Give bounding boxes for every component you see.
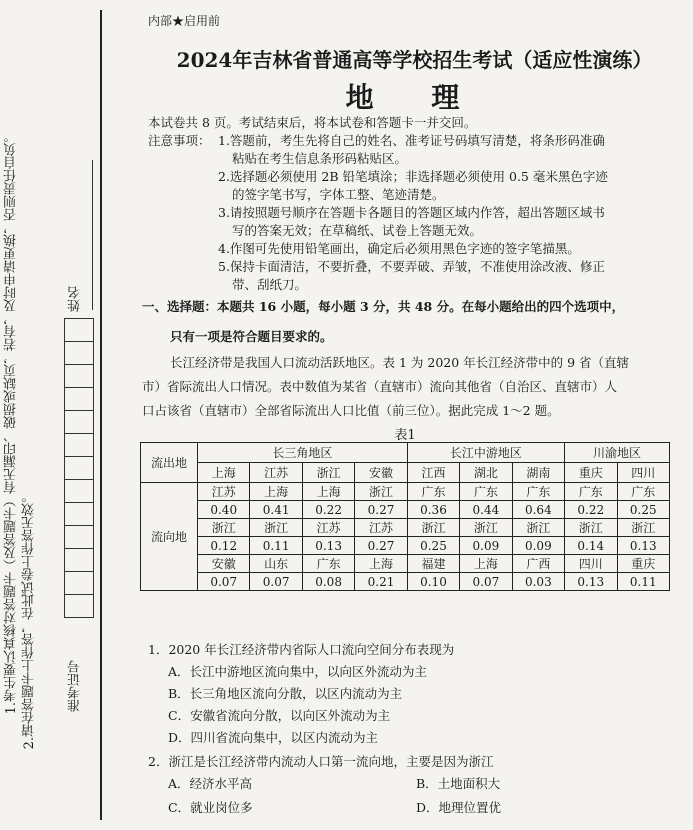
share-cell: 0.44 bbox=[460, 501, 512, 519]
share-cell: 0.09 bbox=[512, 537, 564, 555]
destination-cell: 江苏 bbox=[302, 519, 354, 537]
share-cell: 0.36 bbox=[407, 501, 459, 519]
note-5a: 5.保持卡面清洁，不要折叠，不要弄破、弄皱，不准使用涂改液、修正 bbox=[218, 259, 605, 274]
section-heading-2: 只有一项是符合题目要求的。 bbox=[170, 329, 333, 344]
share-cell: 0.22 bbox=[565, 501, 617, 519]
destination-cell: 广东 bbox=[460, 483, 512, 501]
destination-cell: 江苏 bbox=[355, 519, 407, 537]
passage-1: 长江经济带是我国人口流动活跃地区。表 1 为 2020 年长江经济带中的 9 省（直辖 bbox=[170, 355, 630, 370]
destination-cell: 上海 bbox=[460, 555, 512, 573]
destination-cell: 浙江 bbox=[460, 519, 512, 537]
destination-cell: 江苏 bbox=[198, 483, 250, 501]
share-cell: 0.27 bbox=[355, 501, 407, 519]
destination-cell: 浙江 bbox=[512, 519, 564, 537]
share-cell: 0.03 bbox=[512, 573, 564, 591]
province-header: 重庆 bbox=[565, 463, 617, 483]
region-header: 长三角地区 bbox=[198, 443, 408, 463]
section-heading-1: 一、选择题：本题共 16 小题，每小题 3 分，共 48 分。在每小题给出的四个选项中， bbox=[142, 299, 625, 314]
q1-option-c: C．安徽省流向分散，以向区外流动为主 bbox=[168, 708, 391, 723]
province-header: 湖北 bbox=[460, 463, 512, 483]
destination-cell: 广东 bbox=[617, 483, 670, 501]
name-label: 姓名 bbox=[68, 286, 83, 312]
share-cell: 0.40 bbox=[198, 501, 250, 519]
destination-cell: 浙江 bbox=[565, 519, 617, 537]
share-cell: 0.13 bbox=[565, 573, 617, 591]
share-cell: 0.12 bbox=[198, 537, 250, 555]
table-row bbox=[141, 573, 670, 591]
table-row bbox=[141, 483, 670, 501]
share-cell: 0.25 bbox=[407, 537, 459, 555]
note-4: 4.作图可先使用铅笔画出，确定后必须用黑色字迹的签字笔描黑。 bbox=[218, 241, 580, 256]
binding-margin bbox=[0, 0, 100, 830]
table-row bbox=[141, 501, 670, 519]
destination-cell: 上海 bbox=[250, 483, 302, 501]
margin-notice-1: 1.考生要认真核对答题卡（及答题卡）有无漏印、破损或缺页，若有，及时申请更换，否则责任自负。 bbox=[4, 130, 19, 715]
region-header: 川渝地区 bbox=[565, 443, 670, 463]
note-2b: 的签字笔书写，字体工整、笔迹清楚。 bbox=[232, 187, 445, 202]
share-cell: 0.13 bbox=[617, 537, 670, 555]
q2-option-d: D．地理位置优 bbox=[416, 800, 502, 815]
province-header: 上海 bbox=[198, 463, 250, 483]
subject-title: 地 理 bbox=[345, 81, 484, 114]
province-header: 江西 bbox=[407, 463, 459, 483]
margin-divider bbox=[100, 10, 102, 820]
share-cell: 0.11 bbox=[617, 573, 670, 591]
note-3b: 写的答案无效；在草稿纸、试卷上答题无效。 bbox=[232, 223, 483, 238]
destination-cell: 广西 bbox=[512, 555, 564, 573]
share-cell: 0.41 bbox=[250, 501, 302, 519]
share-cell: 0.64 bbox=[512, 501, 564, 519]
table-corner: 流出地 bbox=[141, 443, 198, 483]
q1-option-b: B．长三角地区流向分散，以区内流动为主 bbox=[168, 686, 403, 701]
destination-cell: 浙江 bbox=[407, 519, 459, 537]
share-cell: 0.11 bbox=[250, 537, 302, 555]
note-5b: 带、刮纸刀。 bbox=[232, 277, 308, 292]
share-cell: 0.10 bbox=[407, 573, 459, 591]
table-row bbox=[141, 519, 670, 537]
name-underline bbox=[92, 160, 93, 310]
province-header: 江苏 bbox=[250, 463, 302, 483]
destination-cell: 四川 bbox=[565, 555, 617, 573]
share-cell: 0.21 bbox=[355, 573, 407, 591]
destination-cell: 安徽 bbox=[198, 555, 250, 573]
exam-title: 2024年吉林省普通高等学校招生考试（适应性演练） bbox=[176, 48, 653, 72]
province-header: 四川 bbox=[617, 463, 670, 483]
destination-cell: 广东 bbox=[407, 483, 459, 501]
province-header: 湖南 bbox=[512, 463, 564, 483]
migration-table bbox=[140, 442, 670, 591]
q2-option-a: A．经济水平高 bbox=[168, 776, 253, 791]
destination-cell: 广东 bbox=[302, 555, 354, 573]
destination-cell: 浙江 bbox=[355, 483, 407, 501]
exam-id-label: 准考证号 bbox=[68, 660, 83, 712]
row-label: 流向地 bbox=[141, 483, 198, 591]
intro-line: 本试卷共 8 页。考试结束后，将本试卷和答题卡一并交回。 bbox=[148, 115, 477, 130]
province-header: 安徽 bbox=[355, 463, 407, 483]
question-2: 2．浙江是长江经济带内流动人口第一流向地，主要是因为浙江 bbox=[148, 754, 494, 769]
passage-2: 市）省际流出人口情况。表中数值为某省（直辖市）流向其他省（自治区、直辖市）人 bbox=[142, 379, 618, 394]
share-cell: 0.14 bbox=[565, 537, 617, 555]
table-row bbox=[141, 555, 670, 573]
note-1a: 1.答题前，考生先将自己的姓名、准考证号码填写清楚，将条形码准确 bbox=[218, 133, 605, 148]
q1-option-a: A．长江中游地区流向集中，以向区外流动为主 bbox=[168, 664, 428, 679]
question-1: 1．2020 年长江经济带内省际人口流向空间分布表现为 bbox=[148, 642, 455, 657]
share-cell: 0.09 bbox=[460, 537, 512, 555]
destination-cell: 山东 bbox=[250, 555, 302, 573]
share-cell: 0.25 bbox=[617, 501, 670, 519]
share-cell: 0.07 bbox=[460, 573, 512, 591]
destination-cell: 上海 bbox=[355, 555, 407, 573]
note-2a: 2.选择题必须使用 2B 铅笔填涂；非选择题必须使用 0.5 毫米黑色字迹 bbox=[218, 169, 608, 184]
table-row bbox=[141, 537, 670, 555]
passage-3: 口占该省（直辖市）全部省际流出人口比值（前三位）。据此完成 1～2 题。 bbox=[142, 403, 560, 418]
share-cell: 0.13 bbox=[302, 537, 354, 555]
destination-cell: 浙江 bbox=[250, 519, 302, 537]
share-cell: 0.22 bbox=[302, 501, 354, 519]
exam-id-boxes[interactable] bbox=[64, 318, 94, 618]
secret-label: 内部★启用前 bbox=[148, 14, 221, 28]
share-cell: 0.07 bbox=[198, 573, 250, 591]
destination-cell: 广东 bbox=[565, 483, 617, 501]
q2-option-b: B．土地面积大 bbox=[416, 776, 501, 791]
destination-cell: 福建 bbox=[407, 555, 459, 573]
destination-cell: 浙江 bbox=[198, 519, 250, 537]
region-header: 长江中游地区 bbox=[407, 443, 564, 463]
share-cell: 0.27 bbox=[355, 537, 407, 555]
notes-label: 注意事项： bbox=[148, 133, 211, 148]
province-header: 浙江 bbox=[302, 463, 354, 483]
destination-cell: 浙江 bbox=[617, 519, 670, 537]
q1-option-d: D．四川省流向集中，以区内流动为主 bbox=[168, 730, 379, 745]
destination-cell: 上海 bbox=[302, 483, 354, 501]
note-3a: 3.请按照题号顺序在答题卡各题目的答题区域内作答，超出答题区域书 bbox=[218, 205, 605, 220]
q2-option-c: C．就业岗位多 bbox=[168, 800, 253, 815]
share-cell: 0.08 bbox=[302, 573, 354, 591]
note-1b: 粘贴在考生信息条形码粘贴区。 bbox=[232, 151, 408, 166]
table-caption: 表1 bbox=[394, 428, 416, 443]
destination-cell: 重庆 bbox=[617, 555, 670, 573]
destination-cell: 广东 bbox=[512, 483, 564, 501]
margin-notice-2: 2.请在答题卡上作答，在此试卷上作答无效。 bbox=[22, 490, 37, 750]
share-cell: 0.07 bbox=[250, 573, 302, 591]
